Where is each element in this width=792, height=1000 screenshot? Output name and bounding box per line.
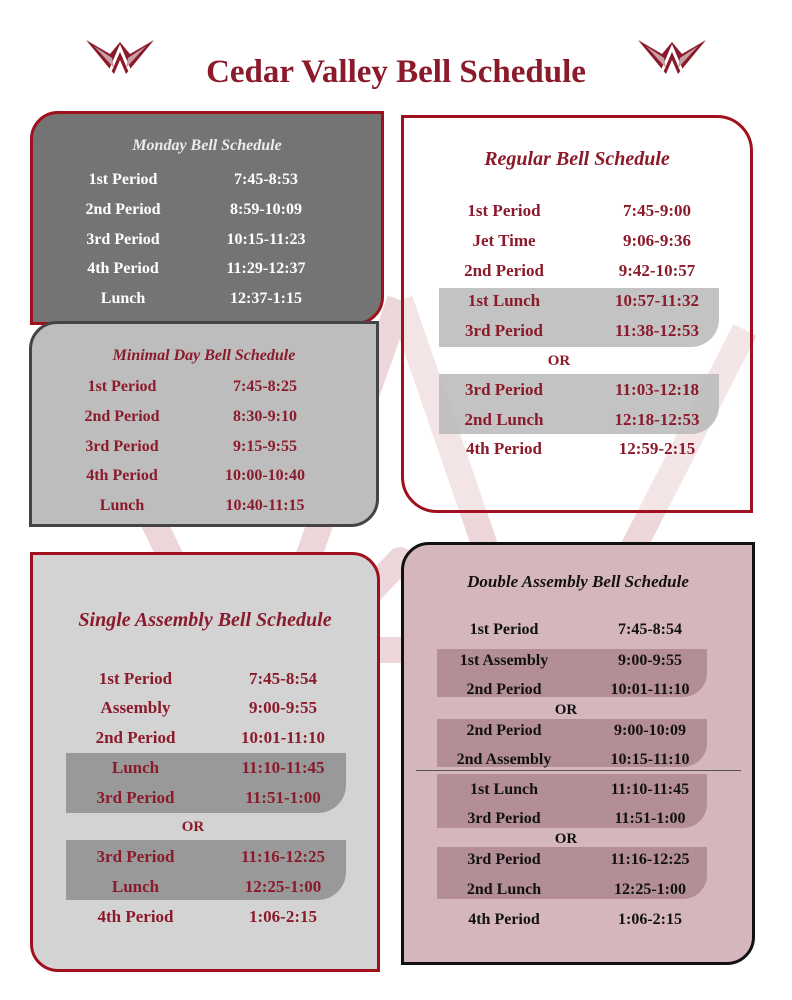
period-time: 10:01-11:10: [610, 681, 690, 698]
double-assembly-schedule-title: Double Assembly Bell Schedule: [467, 572, 689, 591]
period-time: 7:45-8:53: [234, 171, 298, 188]
period-name: 2nd Period: [466, 681, 542, 698]
monday-schedule-title: Monday Bell Schedule: [132, 137, 282, 154]
period-time: 11:16-12:25: [240, 847, 326, 866]
period-time: 9:00-9:55: [249, 698, 317, 717]
period-time: 9:42-10:57: [618, 261, 696, 280]
period-name: 4th Period: [468, 911, 540, 928]
single-assembly-schedule-title: Single Assembly Bell Schedule: [78, 609, 332, 631]
schedule-row: [33, 165, 381, 195]
period-time: 10:40-11:15: [225, 497, 305, 514]
period-time: 11:29-12:37: [226, 260, 306, 277]
minimal-day-schedule-card: [29, 321, 379, 527]
monday-schedule-card: [30, 111, 384, 325]
period-time: 10:01-11:10: [240, 728, 326, 747]
period-time: 11:51-1:00: [245, 788, 321, 807]
period-time: 8:59-10:09: [230, 201, 302, 218]
schedule-row: [33, 902, 377, 932]
period-name: 1st Period: [469, 621, 539, 638]
period-time: 11:10-11:45: [610, 781, 690, 798]
period-time: 1:06-2:15: [249, 907, 317, 926]
period-name: 1st Period: [98, 669, 173, 688]
page-title: Cedar Valley Bell Schedule: [206, 54, 586, 90]
period-time: 11:38-12:53: [614, 321, 700, 340]
period-time: 9:00-10:09: [614, 722, 686, 739]
schedule-row: [33, 664, 377, 694]
minimal-day-schedule-title: Minimal Day Bell Schedule: [112, 347, 296, 364]
schedule-row: [404, 375, 750, 405]
period-time: 10:00-10:40: [225, 467, 305, 484]
schedule-row: [32, 432, 376, 462]
schedule-row: [33, 783, 377, 813]
period-name: 2nd Assembly: [456, 751, 552, 768]
double-assembly-schedule-card: [401, 542, 755, 965]
schedule-row: [404, 316, 750, 346]
period-time: 12:25-1:00: [614, 881, 686, 898]
period-name: 1st Period: [467, 201, 541, 220]
period-name: 3rd Period: [96, 847, 175, 866]
schedule-row: [33, 842, 377, 872]
period-name: 2nd Lunch: [466, 881, 542, 898]
period-time: 9:06-9:36: [623, 231, 691, 250]
period-name: 3rd Period: [86, 231, 160, 248]
period-time: 11:51-1:00: [614, 810, 686, 827]
schedule-row: [404, 716, 752, 746]
schedule-row: [33, 872, 377, 902]
regular-schedule-title: Regular Bell Schedule: [484, 148, 670, 170]
schedule-row: [404, 226, 750, 256]
period-name: Lunch: [111, 758, 160, 777]
schedule-row: [404, 434, 750, 464]
period-time: 7:45-9:00: [623, 201, 691, 220]
or-separator: OR: [547, 353, 571, 369]
period-name: 2nd Period: [466, 722, 542, 739]
schedule-row: [404, 405, 750, 435]
schedule-row: [404, 875, 752, 905]
period-time: 10:15-11:23: [226, 231, 306, 248]
period-name: Lunch: [100, 290, 146, 307]
period-name: 4th Period: [465, 439, 543, 458]
period-time: 12:25-1:00: [244, 877, 322, 896]
period-name: 4th Period: [97, 907, 174, 926]
period-name: 3rd Period: [85, 438, 159, 455]
period-name: 1st Lunch: [469, 781, 539, 798]
schedule-row: [404, 775, 752, 805]
period-name: 2nd Period: [85, 201, 161, 218]
period-name: 2nd Period: [95, 728, 176, 747]
period-time: 7:45-8:25: [233, 378, 297, 395]
schedule-row: [33, 284, 381, 314]
period-time: 8:30-9:10: [233, 408, 297, 425]
period-time: 1:06-2:15: [618, 911, 682, 928]
period-name: 2nd Period: [464, 261, 544, 280]
schedule-row: [404, 196, 750, 226]
schedule-row: [404, 646, 752, 676]
period-name: Jet Time: [472, 231, 536, 250]
period-time: 7:45-8:54: [249, 669, 317, 688]
schedule-row: [404, 286, 750, 316]
period-time: 10:15-11:10: [610, 751, 690, 768]
period-name: 3rd Period: [96, 788, 175, 807]
period-time: 12:18-12:53: [614, 410, 700, 429]
schedule-row: [32, 372, 376, 402]
period-name: Assembly: [100, 698, 171, 717]
period-name: 3rd Period: [465, 380, 543, 399]
schedule-row: [33, 225, 381, 255]
period-name: 3rd Period: [467, 810, 541, 827]
schedule-row: [33, 753, 377, 783]
schedule-row: [404, 256, 750, 286]
period-time: 9:15-9:55: [233, 438, 297, 455]
schedule-row: [404, 905, 752, 935]
period-name: 3rd Period: [465, 321, 543, 340]
period-time: 11:16-12:25: [610, 851, 690, 868]
schedule-row: [32, 491, 376, 521]
period-name: 1st Period: [87, 378, 157, 395]
period-name: 2nd Lunch: [464, 410, 544, 429]
period-time: 11:03-12:18: [614, 380, 700, 399]
period-time: 10:57-11:32: [614, 291, 700, 310]
period-name: 1st Lunch: [467, 291, 541, 310]
schedule-row: [32, 402, 376, 432]
period-time: 9:00-9:55: [618, 652, 682, 669]
period-name: 3rd Period: [467, 851, 541, 868]
schedule-row: [33, 254, 381, 284]
period-time: 12:37-1:15: [230, 290, 302, 307]
period-time: 7:45-8:54: [618, 621, 682, 638]
period-name: Lunch: [99, 497, 145, 514]
schedule-row: [404, 745, 752, 775]
schedule-row: [33, 195, 381, 225]
or-separator: OR: [554, 702, 578, 718]
period-name: 1st Assembly: [459, 652, 549, 669]
or-separator: OR: [181, 819, 205, 835]
schedule-row: [33, 693, 377, 723]
or-separator: OR: [554, 831, 578, 847]
period-name: 4th Period: [87, 260, 159, 277]
schedule-row: [33, 723, 377, 753]
period-name: Lunch: [111, 877, 160, 896]
period-name: 4th Period: [86, 467, 158, 484]
schedule-row: [404, 845, 752, 875]
period-name: 1st Period: [88, 171, 158, 188]
single-assembly-schedule-card: [30, 552, 380, 972]
schedule-row: [404, 615, 752, 645]
period-time: 12:59-2:15: [618, 439, 696, 458]
period-time: 11:10-11:45: [241, 758, 325, 777]
regular-schedule-card: [401, 115, 753, 513]
schedule-row: [32, 461, 376, 491]
period-name: 2nd Period: [84, 408, 160, 425]
